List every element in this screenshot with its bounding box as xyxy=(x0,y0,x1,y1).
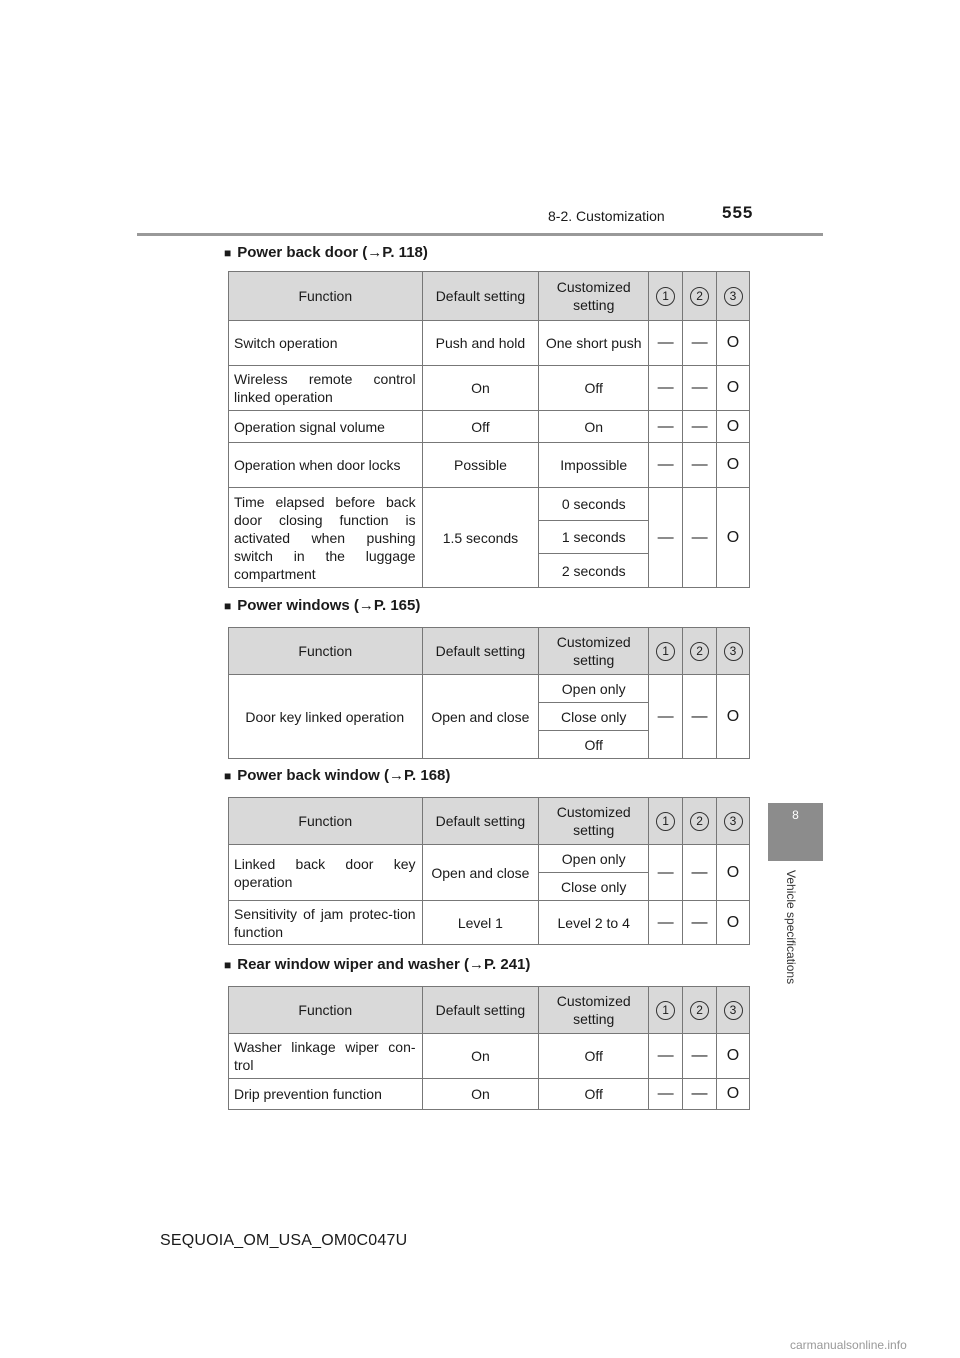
chapter-tab-label xyxy=(768,862,823,1012)
cell-function: Switch operation xyxy=(229,321,423,366)
cell-mark-1: — xyxy=(649,845,683,901)
cell-mark-2: — xyxy=(683,845,717,901)
table-header-row xyxy=(229,798,750,845)
header-default: Default setting xyxy=(422,628,539,675)
header-customized: Customized setting xyxy=(539,272,649,321)
cell-default: Open and close xyxy=(422,845,539,901)
header-col-2 xyxy=(683,798,717,845)
cell-default: On xyxy=(422,366,539,411)
cell-function: Sensitivity of jam protec-tion function xyxy=(229,901,423,945)
cell-mark-1: — xyxy=(649,443,683,488)
cell-default: Open and close xyxy=(422,675,539,759)
table-rear-wiper-washer xyxy=(228,986,750,1110)
table-row xyxy=(229,1034,750,1079)
cell-default: 1.5 seconds xyxy=(422,488,539,588)
cell-mark-2: — xyxy=(683,901,717,945)
cell-mark-3: O xyxy=(717,1079,750,1110)
table-row xyxy=(229,845,750,873)
table-header-row xyxy=(229,272,750,321)
header-col-3 xyxy=(717,987,750,1034)
circled-number-1-icon: 1 xyxy=(656,812,675,831)
table-row xyxy=(229,1079,750,1110)
cell-option: Close only xyxy=(539,703,649,731)
table-row xyxy=(229,488,750,521)
cell-default: Off xyxy=(422,411,539,443)
cell-mark-2: — xyxy=(683,1034,717,1079)
header-col-3 xyxy=(717,628,750,675)
cell-default: Push and hold xyxy=(422,321,539,366)
header-default: Default setting xyxy=(422,272,539,321)
cell-function: Washer linkage wiper con-trol xyxy=(229,1034,423,1079)
cell-option: Close only xyxy=(539,873,649,901)
header-function: Function xyxy=(229,628,423,675)
cell-mark-2: — xyxy=(683,1079,717,1110)
cell-customized: Impossible xyxy=(539,443,649,488)
section-title-rear-wiper-washer xyxy=(224,956,530,973)
table-row xyxy=(229,411,750,443)
header-default: Default setting xyxy=(422,798,539,845)
cell-customized: Level 2 to 4 xyxy=(539,901,649,945)
cell-mark-3: O xyxy=(717,845,750,901)
cell-mark-2: — xyxy=(683,443,717,488)
table-row xyxy=(229,901,750,945)
circled-number-2-icon: 2 xyxy=(690,812,709,831)
table-header-row xyxy=(229,628,750,675)
cell-customized: Off xyxy=(539,1034,649,1079)
section-title-text: Power back door (→P. 118) xyxy=(237,244,428,261)
chapter-tab-number: 8 xyxy=(768,803,823,861)
header-divider xyxy=(137,233,823,236)
cell-function: Linked back door key operation xyxy=(229,845,423,901)
header-function: Function xyxy=(229,987,423,1034)
header-default: Default setting xyxy=(422,987,539,1034)
table-power-back-window xyxy=(228,797,750,945)
header-section-title: 8-2. Customization xyxy=(548,208,665,224)
cell-mark-1: — xyxy=(649,1034,683,1079)
cell-mark-3: O xyxy=(717,488,750,588)
cell-mark-1: — xyxy=(649,411,683,443)
page-number: 555 xyxy=(722,203,754,222)
header-customized: Customized setting xyxy=(539,987,649,1034)
square-bullet-icon: ■ xyxy=(224,246,232,260)
header-col-2 xyxy=(683,987,717,1034)
cell-default: On xyxy=(422,1079,539,1110)
cell-mark-1: — xyxy=(649,1079,683,1110)
chapter-tab-label-text: Vehicle specifications xyxy=(784,870,798,985)
cell-mark-2: — xyxy=(683,321,717,366)
circled-number-1-icon: 1 xyxy=(656,287,675,306)
cell-customized: On xyxy=(539,411,649,443)
square-bullet-icon: ■ xyxy=(224,769,232,783)
section-title-power-back-door xyxy=(224,244,428,261)
circled-number-3-icon: 3 xyxy=(724,642,743,661)
square-bullet-icon: ■ xyxy=(224,958,232,972)
cell-mark-3: O xyxy=(717,321,750,366)
cell-mark-1: — xyxy=(649,675,683,759)
cell-mark-2: — xyxy=(683,675,717,759)
header-col-2 xyxy=(683,272,717,321)
header-col-3 xyxy=(717,272,750,321)
circled-number-1-icon: 1 xyxy=(656,642,675,661)
cell-mark-3: O xyxy=(717,901,750,945)
cell-mark-2: — xyxy=(683,366,717,411)
cell-function: Time elapsed before back door closing function is activated when pushing switch in the luggage compartment xyxy=(229,488,423,588)
header-col-1 xyxy=(649,987,683,1034)
cell-function: Operation signal volume xyxy=(229,411,423,443)
section-title-power-back-window xyxy=(224,767,450,784)
header-function: Function xyxy=(229,798,423,845)
header-col-1 xyxy=(649,628,683,675)
cell-default: Possible xyxy=(422,443,539,488)
table-row xyxy=(229,675,750,703)
header-function: Function xyxy=(229,272,423,321)
section-title-text: Power back window (→P. 168) xyxy=(237,767,451,784)
section-title-text: Power windows (→P. 165) xyxy=(237,597,421,614)
table-header-row xyxy=(229,987,750,1034)
section-title-text: Rear window wiper and washer (→P. 241) xyxy=(237,956,531,973)
cell-option: Off xyxy=(539,731,649,759)
table-row xyxy=(229,321,750,366)
cell-mark-1: — xyxy=(649,488,683,588)
watermark: carmanualsonline.info xyxy=(790,1338,907,1352)
cell-mark-3: O xyxy=(717,1034,750,1079)
cell-function: Door key linked operation xyxy=(229,675,423,759)
cell-function: Drip prevention function xyxy=(229,1079,423,1110)
cell-customized: One short push xyxy=(539,321,649,366)
table-power-back-door xyxy=(228,271,750,588)
cell-function: Operation when door locks xyxy=(229,443,423,488)
cell-mark-1: — xyxy=(649,366,683,411)
cell-default: Level 1 xyxy=(422,901,539,945)
cell-mark-1: — xyxy=(649,321,683,366)
circled-number-1-icon: 1 xyxy=(656,1001,675,1020)
header-col-3 xyxy=(717,798,750,845)
cell-default: On xyxy=(422,1034,539,1079)
cell-function: Wireless remote control linked operation xyxy=(229,366,423,411)
cell-mark-3: O xyxy=(717,443,750,488)
circled-number-3-icon: 3 xyxy=(724,287,743,306)
cell-customized: Off xyxy=(539,366,649,411)
cell-mark-3: O xyxy=(717,366,750,411)
header-customized: Customized setting xyxy=(539,798,649,845)
header-col-1 xyxy=(649,798,683,845)
header-customized: Customized setting xyxy=(539,628,649,675)
square-bullet-icon: ■ xyxy=(224,599,232,613)
circled-number-2-icon: 2 xyxy=(690,1001,709,1020)
circled-number-3-icon: 3 xyxy=(724,812,743,831)
table-power-windows xyxy=(228,627,750,759)
cell-customized: Off xyxy=(539,1079,649,1110)
circled-number-2-icon: 2 xyxy=(690,642,709,661)
cell-option: Open only xyxy=(539,675,649,703)
cell-option: 0 seconds xyxy=(539,488,649,521)
cell-mark-2: — xyxy=(683,488,717,588)
cell-mark-1: — xyxy=(649,901,683,945)
table-row xyxy=(229,366,750,411)
footer-document-code: SEQUOIA_OM_USA_OM0C047U xyxy=(160,1232,408,1249)
cell-option: 1 seconds xyxy=(539,521,649,554)
circled-number-3-icon: 3 xyxy=(724,1001,743,1020)
cell-mark-3: O xyxy=(717,675,750,759)
cell-mark-2: — xyxy=(683,411,717,443)
table-row xyxy=(229,443,750,488)
header-col-1 xyxy=(649,272,683,321)
cell-option: 2 seconds xyxy=(539,554,649,588)
circled-number-2-icon: 2 xyxy=(690,287,709,306)
header-col-2 xyxy=(683,628,717,675)
cell-mark-3: O xyxy=(717,411,750,443)
cell-option: Open only xyxy=(539,845,649,873)
section-title-power-windows xyxy=(224,597,420,614)
